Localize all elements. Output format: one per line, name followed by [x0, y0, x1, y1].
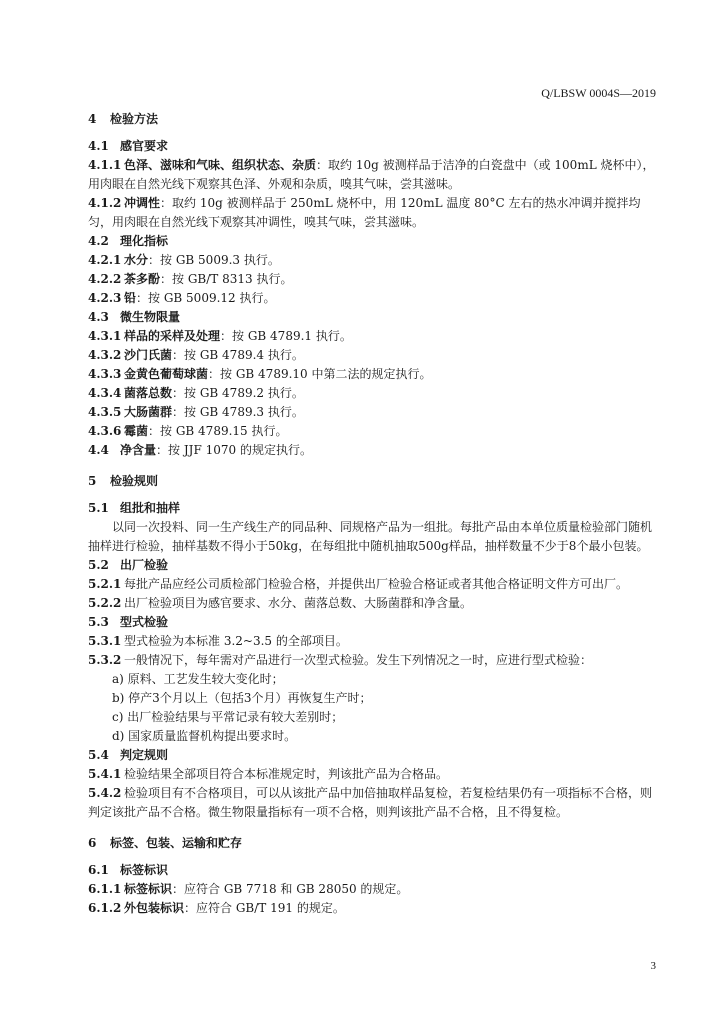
clause-text: ：按 GB 4789.2 执行。: [172, 386, 304, 400]
clause-text: ：取约 10g 被测样品于 250mL 烧杯中，用 120mL 温度 80°C 左右的热水冲调并搅拌均匀，用肉眼在自然光线下观察其冲调性，嗅其气味，尝其滋味。: [88, 196, 641, 229]
section-number: 4: [88, 112, 97, 126]
clause-number: 5.3.2: [88, 653, 122, 667]
clause: [88, 594, 660, 613]
clause-text: ：按 GB 4789.3 执行。: [172, 405, 304, 419]
clause-number: 5.2.2: [88, 596, 122, 610]
subsection-number: 4.1: [88, 139, 109, 153]
clause-term: 金黄色葡萄球菌: [124, 367, 209, 381]
clause-number: 4.2.3: [88, 291, 122, 305]
section-title: 标签、包装、运输和贮存: [110, 836, 243, 850]
subsection-title: 型式检验: [120, 615, 169, 629]
clause-term: 色泽、滋味和气味、组织状态、杂质: [124, 158, 317, 172]
clause-text: ：按 GB 4789.4 执行。: [172, 348, 304, 362]
clause-text: ：按 GB 5009.3 执行。: [148, 253, 280, 267]
section-heading: [88, 110, 660, 129]
clause-number: 5.4.2: [88, 786, 122, 800]
section-number: 5: [88, 474, 97, 488]
section-heading: [88, 834, 660, 853]
subsection-title: 标签标识: [120, 863, 169, 877]
clause: [88, 156, 660, 194]
list-item: a) 原料、工艺发生较大变化时；: [112, 672, 284, 686]
document-body: [88, 108, 660, 918]
clause: [88, 327, 660, 346]
section-title: 检验规则: [110, 474, 159, 488]
subsection-heading: [88, 556, 660, 575]
clause-number: 4.3.4: [88, 386, 122, 400]
subsection-heading: [88, 308, 660, 327]
clause-term: 霉菌: [124, 424, 149, 438]
clause-number: 4.1.1: [88, 158, 122, 172]
clause: [88, 194, 660, 232]
clause: [88, 251, 660, 270]
subsection-heading: [88, 861, 660, 880]
clause-text: ：按 GB 4789.15 执行。: [148, 424, 288, 438]
paragraph: 以同一次投料、同一生产线生产的同品种、同规格产品为一组批。每批产品由本单位质量检验部门随机抽样进行检验，抽样基数不得小于50kg，在每组批中随机抽取500g样品，抽样数量不少于8个最小包装。: [88, 520, 653, 553]
subsection-heading: [88, 613, 660, 632]
clause: [88, 346, 660, 365]
clause-number: 4.3.2: [88, 348, 122, 362]
clause-number: 6.1.1: [88, 882, 122, 896]
subsection-title: 组批和抽样: [120, 501, 181, 515]
clause-term: 标签标识: [124, 882, 173, 896]
clause-number: 4.3.5: [88, 405, 122, 419]
subsection-title: 感官要求: [120, 139, 169, 153]
clause-term: 菌落总数: [124, 386, 173, 400]
clause: [88, 365, 660, 384]
subsection-number: 4.3: [88, 310, 109, 324]
section-title: 检验方法: [110, 112, 159, 126]
clause: [88, 880, 660, 899]
clause-text: ：取约 10g 被测样品于洁净的白瓷盘中（或 100mL 烧杯中），用肉眼在自然光线下观察其色泽、外观和杂质，嗅其气味，尝其滋味。: [88, 158, 655, 191]
list-item: d) 国家质量监督机构提出要求时。: [112, 729, 297, 743]
subsection-title: 微生物限量: [120, 310, 181, 324]
list-item: c) 出厂检验结果与平常记录有较大差别时；: [112, 710, 344, 724]
subsection-number: 5.4: [88, 748, 109, 762]
subsection-number: 5.3: [88, 615, 109, 629]
clause-term: 外包装标识: [124, 901, 185, 915]
document-code: Q/LBSW 0004S—2019: [541, 86, 656, 100]
subsection-heading: [88, 137, 660, 156]
clause-term: 大肠菌群: [124, 405, 173, 419]
subsection-title: 净含量: [120, 443, 157, 457]
clause: [88, 422, 660, 441]
subsection-heading: [88, 232, 660, 251]
clause-text: 出厂检验项目为感官要求、水分、菌落总数、大肠菌群和净含量。: [124, 596, 473, 610]
clause-number: 4.3.1: [88, 329, 122, 343]
clause-text: ：按 GB 5009.12 执行。: [136, 291, 276, 305]
clause-text: ：按 GB 4789.1 执行。: [220, 329, 352, 343]
clause-number: 4.3.6: [88, 424, 122, 438]
clause: [88, 899, 660, 918]
clause-text: 检验结果全部项目符合本标准规定时，判该批产品为合格品。: [124, 767, 449, 781]
subsection-title: 判定规则: [120, 748, 169, 762]
subsection-title: 理化指标: [120, 234, 169, 248]
clause: [88, 651, 660, 670]
clause-text: 一般情况下，每年需对产品进行一次型式检验。发生下列情况之一时，应进行型式检验：: [124, 653, 593, 667]
clause-number: 5.4.1: [88, 767, 122, 781]
clause-number: 4.1.2: [88, 196, 122, 210]
clause: [88, 632, 660, 651]
subsection-number: 5.2: [88, 558, 109, 572]
subsection-heading: [88, 441, 660, 460]
clause-number: 6.1.2: [88, 901, 122, 915]
subsection-number: 5.1: [88, 501, 109, 515]
clause-number: 4.2.2: [88, 272, 122, 286]
section-number: 6: [88, 836, 97, 850]
clause-term: 茶多酚: [124, 272, 161, 286]
clause-text: ：按 GB/T 8313 执行。: [160, 272, 293, 286]
clause-term: 冲调性: [124, 196, 161, 210]
subsection-number: 6.1: [88, 863, 109, 877]
clause-text: 检验项目有不合格项目，可以从该批产品中加倍抽取样品复检，若复检结果仍有一项指标不合格，则判定该批产品不合格。微生物限量指标有一项不合格，则判该批产品不合格，且不得复检。: [88, 786, 653, 819]
clause-term: 样品的采样及处理: [124, 329, 221, 343]
clause-text: ：应符合 GB 7718 和 GB 28050 的规定。: [172, 882, 409, 896]
subsection-text: ：按 JJF 1070 的规定执行。: [156, 443, 312, 457]
clause-text: 型式检验为本标准 3.2~3.5 的全部项目。: [124, 634, 348, 648]
subsection-number: 4.2: [88, 234, 109, 248]
clause: [88, 784, 660, 822]
clause-term: 铅: [124, 291, 137, 305]
list-item: b) 停产3个月以上（包括3个月）再恢复生产时；: [112, 691, 372, 705]
subsection-title: 出厂检验: [120, 558, 169, 572]
clause: [88, 575, 660, 594]
clause-term: 水分: [124, 253, 149, 267]
section-heading: [88, 472, 660, 491]
clause: [88, 270, 660, 289]
clause-number: 5.3.1: [88, 634, 122, 648]
clause-number: 5.2.1: [88, 577, 122, 591]
clause-number: 4.3.3: [88, 367, 122, 381]
clause-text: ：按 GB 4789.10 中第二法的规定执行。: [208, 367, 432, 381]
clause: [88, 765, 660, 784]
clause-number: 4.2.1: [88, 253, 122, 267]
clause-text: ：应符合 GB/T 191 的规定。: [184, 901, 345, 915]
clause-term: 沙门氏菌: [124, 348, 173, 362]
subsection-number: 4.4: [88, 443, 109, 457]
clause: [88, 289, 660, 308]
clause: [88, 403, 660, 422]
clause: [88, 384, 660, 403]
page-number: 3: [650, 960, 656, 972]
clause-text: 每批产品应经公司质检部门检验合格，并提供出厂检验合格证或者其他合格证明文件方可出厂。: [124, 577, 629, 591]
subsection-heading: [88, 746, 660, 765]
subsection-heading: [88, 499, 660, 518]
